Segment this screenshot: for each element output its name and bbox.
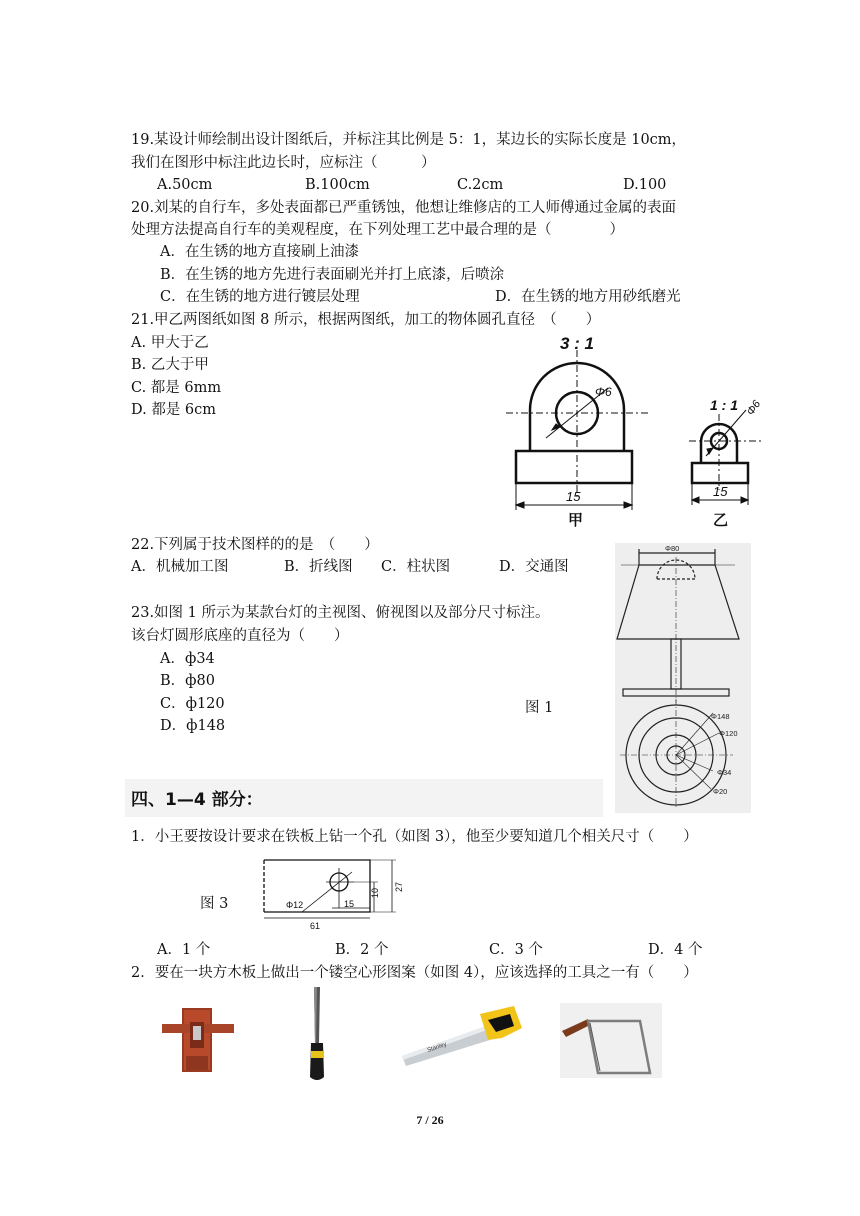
jia-width-dim: 15: [566, 489, 581, 504]
q19-stem-line1: 19.某设计师绘制出设计图纸后，并标注其比例是 5：1，某边长的实际长度是 10cm，: [131, 132, 687, 148]
s1-option-a: A．1 个: [157, 942, 211, 958]
figure-1-lamp: [615, 543, 751, 813]
q20-option-c: C．在生锈的地方进行镀层处理: [160, 289, 360, 305]
figure-3-plate: [262, 856, 410, 936]
q21-stem: 21.甲乙两图纸如图 8 所示，根据两图纸，加工的物体圆孔直径 （ ）: [131, 312, 601, 328]
yi-caption: 乙: [713, 511, 729, 529]
s1-option-b: B．2 个: [335, 942, 389, 958]
coping-saw-image: [560, 1003, 662, 1078]
q19-option-b: B.100cm: [305, 177, 370, 193]
q22-option-c: C．柱状图: [381, 559, 451, 575]
q20-stem-line1: 20.刘某的自行车，多处表面都已严重锈蚀，他想让维修店的工人师傅通过金属的表面: [131, 200, 677, 216]
q21-option-c: C. 都是 6mm: [131, 380, 222, 396]
q23-option-d: D．ф148: [160, 718, 226, 734]
lamp-shade: [617, 565, 739, 639]
q23-option-c: C．ф120: [160, 696, 225, 712]
q21-option-b: B. 乙大于甲: [131, 357, 209, 373]
q22-option-d: D．交通图: [499, 559, 569, 575]
figure-8-drawings: [500, 330, 790, 530]
plate-dim-10: 10: [370, 887, 380, 898]
section-heading: 四、1—4 部分：: [131, 790, 263, 810]
q20-option-d: D．在生锈的地方用砂纸磨光: [495, 289, 681, 305]
plate-dim-61: 61: [310, 921, 321, 931]
q22-option-a: A．机械加工图: [131, 559, 229, 575]
s1-stem: 1．小王要按设计要求在铁板上钻一个孔（如图 3），他至少要知道几个相关尺寸（ ）: [131, 829, 698, 845]
q19-stem-line2: 我们在图形中标注此边长时，应标注（ ）: [131, 155, 436, 171]
s2-stem: 2．要在一块方木板上做出一个镂空心形图案（如图 4），应该选择的工具之一有（ ）: [131, 965, 698, 981]
page-number: 7 / 26: [416, 1113, 444, 1127]
q23-option-b: B．ф80: [160, 673, 215, 689]
figure-1-caption: 图 1: [525, 700, 554, 716]
s1-option-d: D．4 个: [648, 942, 703, 958]
hand-plane-image: [160, 1000, 236, 1078]
file-tool-image: [300, 985, 330, 1085]
q19-option-d: D.100: [623, 177, 667, 193]
q21-option-d: D. 都是 6cm: [131, 402, 217, 418]
q19-option-a: A.50cm: [157, 177, 213, 193]
plate-outline: [264, 860, 370, 912]
yi-base: [692, 463, 748, 483]
plate-dim-12: Φ12: [286, 900, 304, 910]
lamp-dim-148: Φ148: [711, 712, 730, 721]
jia-caption: 甲: [568, 511, 584, 529]
lamp-dim-120: Φ120: [719, 729, 738, 738]
plate-dim-27: 27: [394, 881, 404, 892]
q23-stem-line1: 23.如图 1 所示为某款台灯的主视图、俯视图以及部分尺寸标注。: [131, 605, 550, 621]
q19-option-c: C.2cm: [457, 177, 504, 193]
q20-option-b: B．在生锈的地方先进行表面刷光并打上底漆，后喷涂: [160, 267, 505, 283]
jia-base: [516, 451, 632, 483]
plate-dim-15: 15: [344, 899, 355, 909]
yi-scale: 1 : 1: [710, 397, 739, 413]
q20-stem-line2: 处理方法提高自行车的美观程度，在下列处理工艺中最合理的是（ ）: [131, 222, 624, 238]
q23-option-a: A．ф34: [160, 651, 215, 667]
jia-hole-dim: Φ6: [595, 385, 612, 399]
figure-3-caption: 图 3: [200, 896, 229, 912]
s1-option-c: C．3 个: [489, 942, 543, 958]
saw-brand-label: Stanley: [426, 1041, 448, 1054]
yi-width-dim: 15: [713, 484, 728, 499]
hand-saw-image: [398, 1000, 524, 1070]
q20-option-a: A．在生锈的地方直接刷上油漆: [160, 244, 359, 260]
lamp-dim-80: Φ80: [665, 544, 680, 553]
q23-stem-line2: 该台灯圆形底座的直径为（ ）: [131, 628, 349, 644]
lamp-dim-34: Φ34: [717, 768, 732, 777]
lamp-dim-20: Φ20: [713, 787, 728, 796]
jia-scale: 3 : 1: [560, 334, 595, 353]
q22-option-b: B．折线图: [284, 559, 353, 575]
q21-option-a: A. 甲大于乙: [131, 335, 209, 351]
q22-stem: 22.下列属于技术图样的的是 （ ）: [131, 537, 379, 553]
yi-hole-dim: Φ6: [744, 398, 764, 418]
